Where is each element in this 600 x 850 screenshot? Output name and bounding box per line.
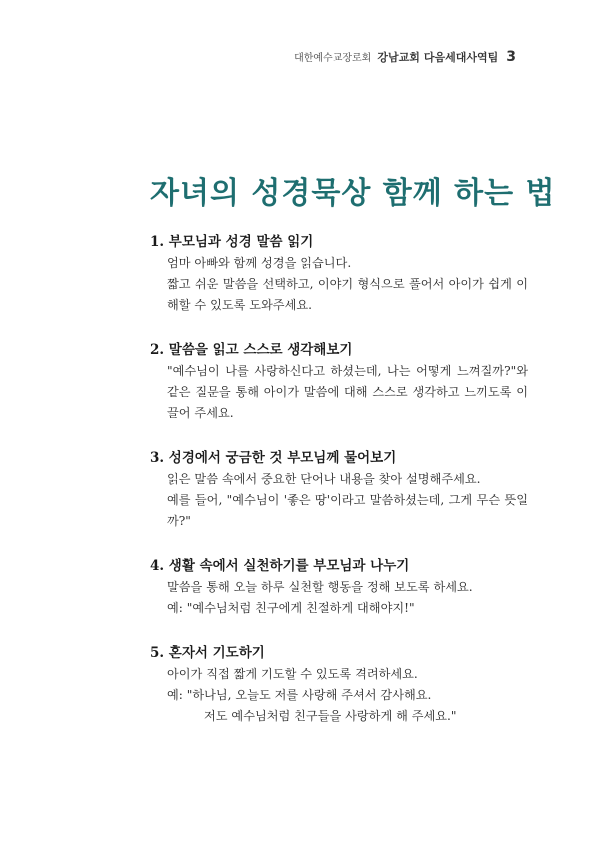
- section-3: [150, 448, 528, 532]
- header-org: 대한예수교장로회: [294, 53, 372, 64]
- section-heading: 2. 말씀을 읽고 스스로 생각해보기: [150, 342, 353, 358]
- section-body: [150, 664, 528, 727]
- section-line: 엄마 아빠와 함께 성경을 읽습니다.: [167, 256, 352, 270]
- section-1: [150, 232, 528, 316]
- section-body: [150, 577, 528, 619]
- section-line: 말씀을 통해 오늘 하루 실천할 행동을 정해 보도록 하세요.: [167, 580, 473, 594]
- section-line: 읽은 말씀 속에서 중요한 단어나 내용을 찾아 설명해주세요.: [167, 472, 481, 486]
- section-line: 저도 예수님처럼 친구들을 사랑하게 해 주세요.": [204, 709, 457, 723]
- section-body: [150, 469, 528, 532]
- section-line: 예를 들어, "예수님이 '좋은 땅'이라고 말씀하셨는데, 그게 무슨 뜻일까?": [167, 493, 528, 528]
- section-heading: 5. 혼자서 기도하기: [150, 645, 265, 661]
- section-4: [150, 556, 528, 619]
- section-line: 아이가 직접 짧게 기도할 수 있도록 격려하세요.: [167, 667, 418, 681]
- section-heading: 1. 부모님과 성경 말씀 읽기: [150, 234, 314, 250]
- header-church: 강남교회: [377, 51, 420, 64]
- section-heading: 3. 성경에서 궁금한 것 부모님께 물어보기: [150, 450, 397, 466]
- page-number: 3: [506, 49, 516, 65]
- section-2: [150, 340, 528, 424]
- section-line: 예: "예수님처럼 친구에게 친절하게 대해야지!": [167, 601, 415, 615]
- page-title: 자녀의 성경묵상 함께 하는 법: [150, 176, 556, 211]
- section-heading: 4. 생활 속에서 실천하기를 부모님과 나누기: [150, 558, 410, 574]
- section-5: [150, 643, 528, 727]
- header-team: 다음세대사역팀: [423, 51, 499, 64]
- sections-list: [150, 232, 528, 751]
- section-line: 짧고 쉬운 말씀을 선택하고, 이야기 형식으로 풀어서 아이가 쉽게 이해할 수 있도록 도와주세요.: [167, 277, 528, 312]
- section-body: [150, 253, 528, 316]
- section-line: "예수님이 나를 사랑하신다고 하셨는데, 나는 어떻게 느껴질까?"와 같은 질문을 통해 아이가 말씀에 대해 스스로 생각하고 느끼도록 이끌어 주세요.: [167, 364, 528, 420]
- section-line: 예: "하나님, 오늘도 저를 사랑해 주셔서 감사해요.: [167, 688, 432, 702]
- page-header: [294, 49, 516, 65]
- section-body: [150, 361, 528, 424]
